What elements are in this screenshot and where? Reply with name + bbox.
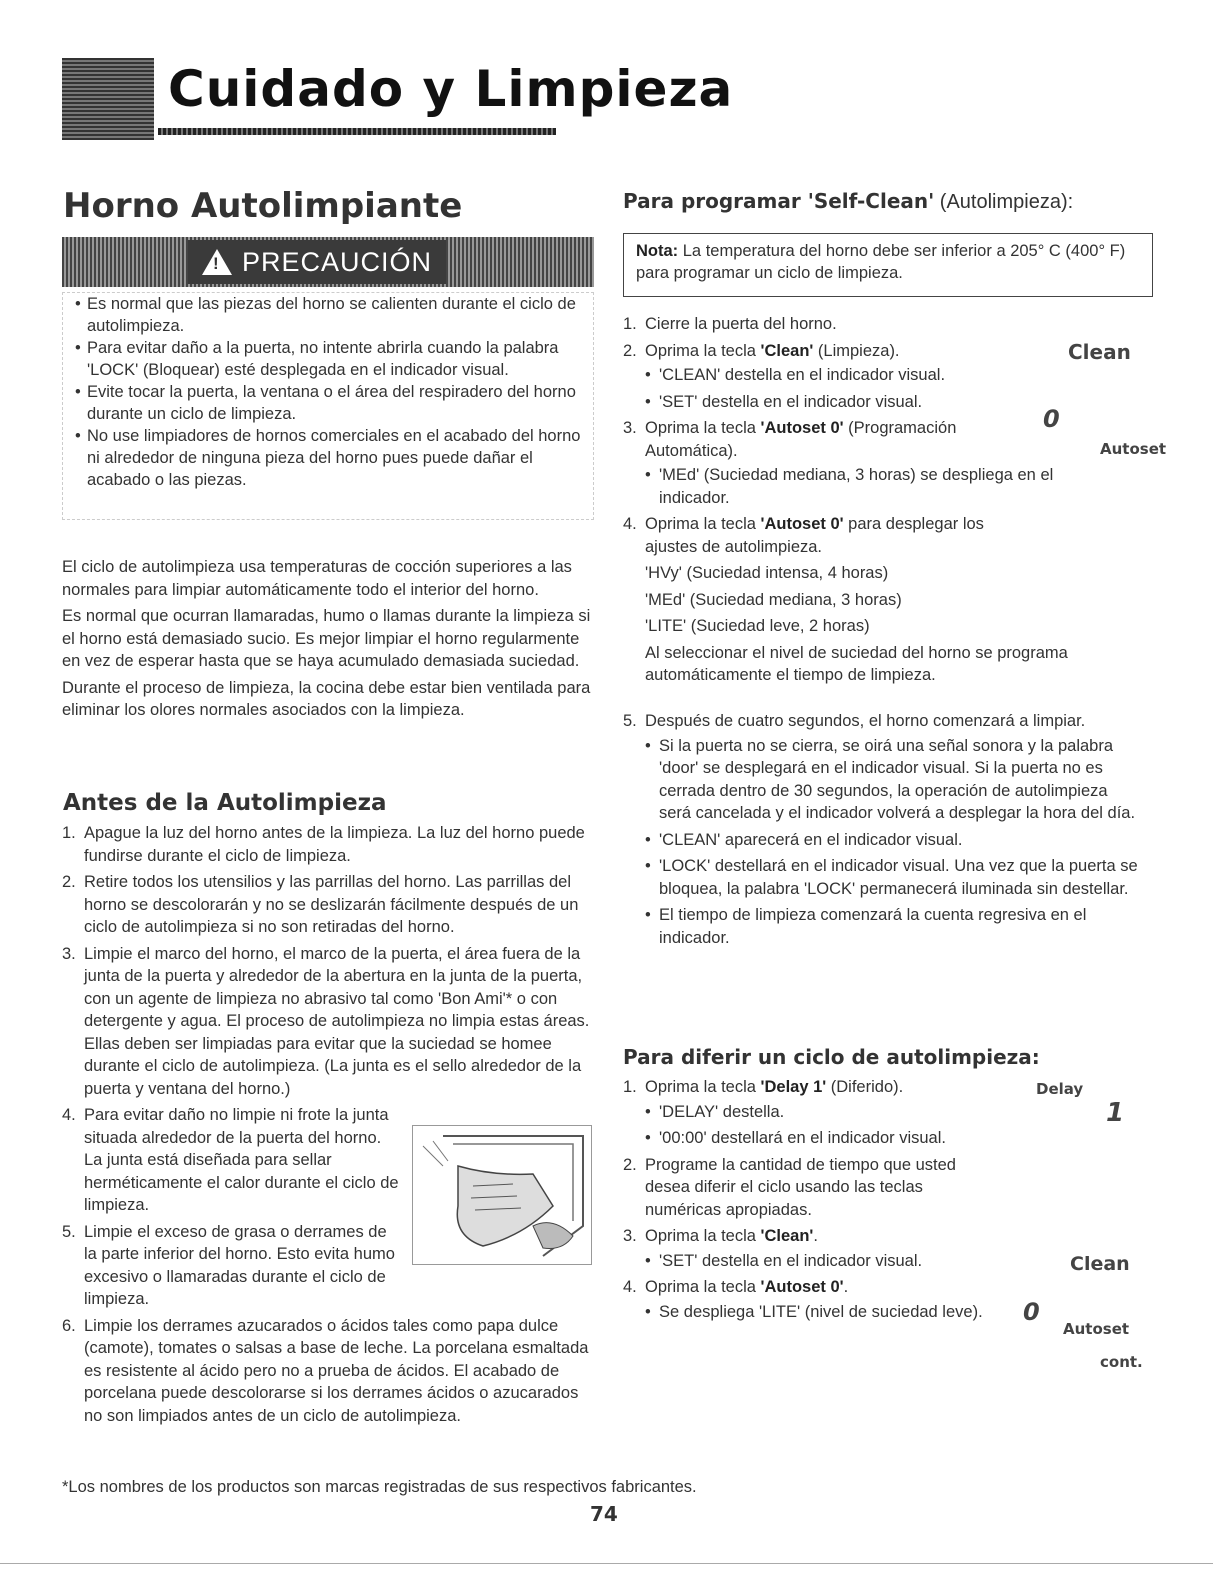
list-item: • 'CLEAN' destella en el indicador visual. — [645, 364, 1033, 387]
page-number: 74 — [590, 1502, 618, 1526]
caution-item: • Para evitar daño a la puerta, no intente abrirla cuando la palabra 'LOCK' (Bloquear) esté desplegada en el indicador visual. — [75, 337, 593, 381]
program-title: Para programar 'Self-Clean' (Autolimpieza): — [623, 189, 1074, 213]
list-item: 5. Después de cuatro segundos, el horno comenzará a limpiar. • Si la puerta no se cierra, se oirá una señal sonora y la palabra 'door' se desplegará en el indicador visual. Si la puerta no es cerrada dentro de 30 segundos, la operación de autolimpieza será cancelada y el indicador volverá a desplegar la hora del día. • 'CLEAN' aparecerá en el indicador visual. • 'LOCK' destellará en el indicador visual. Una vez que la puerta se bloquea, la palabra 'LOCK' permanecerá iluminada sin destellar. • El tiempo de limpieza comenzará la cuenta regresiva en el indicador. — [623, 710, 1143, 949]
note-box: Nota: La temperatura del horno debe ser inferior a 205° C (400° F) para programar un ciclo de limpieza. — [623, 233, 1153, 297]
caution-label: PRECAUCIÓN — [241, 246, 433, 277]
list-item: 4. Oprima la tecla 'Autoset 0' para desplegar los ajustes de autolimpieza. 'HVy' (Suciedad intensa, 4 horas) 'MEd' (Suciedad mediana, 3 horas) 'LITE' (Suciedad leve, 2 horas) Al seleccionar el nivel de suciedad del horno se programa automáticamente el tiempo de limpieza. — [623, 515, 1068, 684]
list-item: • 'CLEAN' aparecerá en el indicador visual. — [645, 829, 1143, 852]
caution-item: • No use limpiadores de hornos comerciales en el acabado del horno ni alrededor de ninguna pieza del horno pues puede dañar el acabado o las piezas. — [75, 425, 593, 491]
list-item: 5. Limpie el exceso de grasa o derrames de la parte inferior del horno. Esto evita humo excesivo o llamaradas durante el ciclo de limpieza. — [62, 1222, 395, 1308]
list-item: • El tiempo de limpieza comenzará la cuenta regresiva en el indicador. — [645, 904, 1143, 949]
list-item: 6. Limpie los derrames azucarados o ácidos tales como papa dulce (camote), tomates o salsas a base de leche. La porcelana esmaltada es resistente al ácido pero no a prueba de ácidos. El acabado de porcelana puede descolorarse si los derrames ácidos o azucarados no son limpiados antes de un ciclo de autolimpieza. — [62, 1316, 589, 1425]
caution-item: • Es normal que las piezas del horno se calienten durante el ciclo de autolimpieza. — [75, 293, 593, 337]
list-item: 1. Apague la luz del horno antes de la limpieza. La luz del horno puede fundirse durante el ciclo de limpieza. — [62, 824, 585, 865]
list-item: • 'SET' destella en el indicador visual. — [645, 1250, 993, 1273]
list-item: • 'DELAY' destella. — [645, 1101, 993, 1124]
list-item: 3. Oprima la tecla 'Autoset 0' (Programación Automática). • 'MEd' (Suciedad mediana, 3 horas) se despliega en el indicador. — [623, 417, 1033, 509]
list-item: 2. Retire todos los utensilios y las parrillas del horno. Las parrillas del horno se descolorarán y no se deslizarán fácilmente después de un ciclo de autolimpieza si no son retiradas del horno. — [62, 873, 579, 936]
delay-steps — [623, 1076, 993, 1327]
list-item: • Si la puerta no se cierra, se oirá una señal sonora y la palabra 'door' se desplegará en el indicador visual. Si la puerta no es cerrada dentro de 30 segundos, la operación de autolimpieza será cancelada y el indicador volverá a desplegar la hora del día. — [645, 735, 1143, 825]
intro-paragraph: El ciclo de autolimpieza usa temperaturas de cocción superiores a las normales para limpiar automáticamente todo el interior del horno. — [62, 558, 572, 599]
program-steps — [623, 313, 1068, 691]
autoset-zero-key: 0 — [1043, 405, 1060, 433]
list-item: 1. Oprima la tecla 'Delay 1' (Diferido). • 'DELAY' destella. • '00:00' destellará en el indicador visual. — [623, 1076, 993, 1150]
intro-paragraph: Durante el proceso de limpieza, la cocina debe estar bien ventilada para eliminar los olores normales asociados con la limpieza. — [62, 678, 591, 719]
warning-icon: ! — [202, 249, 232, 275]
list-item: 4. Para evitar daño no limpie ni frote la junta situada alrededor de la puerta del horno. La junta está diseñada para sellar herméticamente el calor durante el ciclo de limpieza. — [62, 1106, 399, 1214]
autoset-key-label: Autoset — [1100, 440, 1167, 458]
list-item: 2. Programe la cantidad de tiempo que usted desea diferir el ciclo usando las teclas numéricas apropiadas. — [623, 1155, 956, 1219]
list-item: 4. Oprima la tecla 'Autoset 0'. • Se despliega 'LITE' (nivel de suciedad leve). — [623, 1276, 993, 1323]
autoset-key-label-2: Autoset — [1063, 1320, 1130, 1338]
list-item: • 'SET' destella en el indicador visual. — [645, 391, 1033, 414]
cleaning-spray-icon — [62, 58, 154, 140]
before-cleaning-title: Antes de la Autolimpieza — [63, 790, 387, 816]
list-item: • '00:00' destellará en el indicador visual. — [645, 1127, 993, 1150]
delay-title: Para diferir un ciclo de autolimpieza: — [623, 1045, 1040, 1069]
caution-list — [62, 292, 594, 520]
autoset-zero-key-2: 0 — [1023, 1298, 1040, 1326]
delay-one-key: 1 — [1106, 1098, 1125, 1128]
caution-item: • Evite tocar la puerta, la ventana o el área del respiradero del horno durante un ciclo de limpieza. — [75, 381, 593, 425]
trademark-footnote: *Los nombres de los productos son marcas registradas de sus respectivos fabricantes. — [62, 1478, 697, 1496]
intro-paragraph: Es normal que ocurran llamaradas, humo o llamas durante la limpieza si el horno está demasiado sucio. Es mejor limpiar el horno regularmente en vez de esperar hasta que se haya acumulado demasiada suciedad. — [62, 607, 591, 670]
list-item: 3. Oprima la tecla 'Clean'. • 'SET' destella en el indicador visual. — [623, 1225, 993, 1272]
continued-label: cont. — [1100, 1353, 1143, 1371]
list-item: • Se despliega 'LITE' (nivel de suciedad leve). — [645, 1301, 993, 1324]
clean-key-label-2: Clean — [1070, 1253, 1130, 1275]
caution-label-box — [188, 240, 446, 284]
oven-gasket-illustration — [412, 1125, 592, 1265]
section-title-self-clean: Horno Autolimpiante — [63, 186, 463, 226]
list-item: 3. Limpie el marco del horno, el marco de la puerta, el área fuera de la junta de la puerta y alrededor de la abertura en la junta de la puerta, con un agente de limpieza no abrasivo tal como 'Bon Ami'* o con detergente y agua. El proceso de autolimpieza no limpia estas áreas. Ellas deben ser limpiadas para evitar que la suciedad se homee durante el ciclo de autolimpieza. (La junta es el sello alrededor de la puerta y ventana del horno.) — [62, 944, 590, 1098]
list-item: 2. Oprima la tecla 'Clean' (Limpieza). • 'CLEAN' destella en el indicador visual. • 'SET' destella en el indicador visual. — [623, 340, 1033, 414]
list-item: 1. Cierre la puerta del horno. — [623, 315, 837, 333]
list-item: • 'LOCK' destellará en el indicador visual. Una vez que la puerta se bloquea, la palabra 'LOCK' permanecerá iluminada sin destellar. — [645, 855, 1143, 900]
intro-text — [62, 556, 602, 722]
page-title: Cuidado y Limpieza — [168, 60, 734, 118]
footer-rule — [0, 1563, 1213, 1564]
clean-key-label: Clean — [1068, 340, 1131, 364]
title-underline — [158, 128, 556, 135]
delay-key-label: Delay — [1036, 1080, 1084, 1098]
list-item: • 'MEd' (Suciedad mediana, 3 horas) se despliega en el indicador. — [645, 464, 1079, 509]
program-steps-cont — [623, 710, 1143, 953]
